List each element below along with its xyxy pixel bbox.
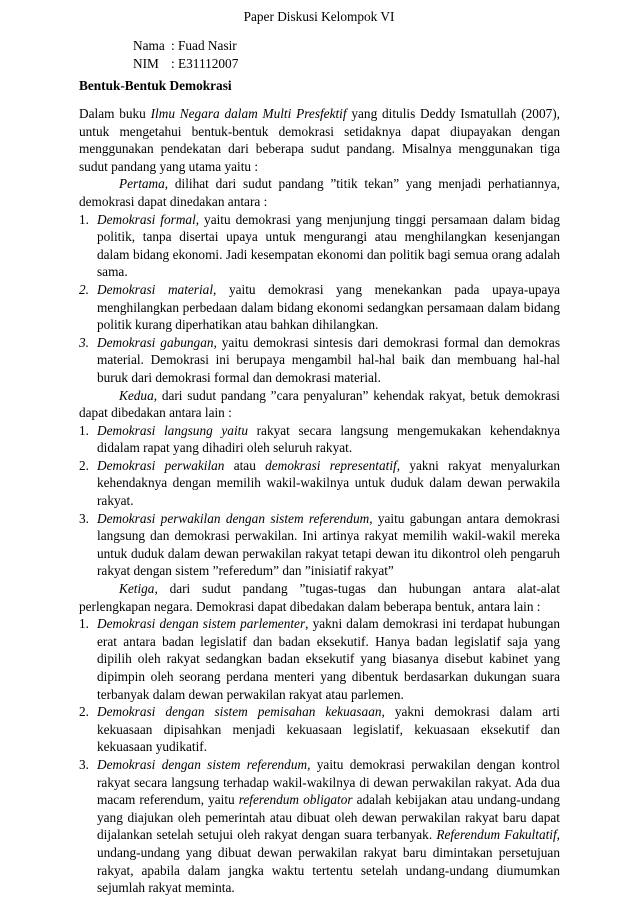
page-header: Paper Diskusi Kelompok VI: [243, 9, 395, 24]
section1-paragraph: Pertama, dilihat dari sudut pandang ”titik tekan” yang menjadi perhatiannya, demokrasi dapat dinedakan antara :: [79, 176, 560, 209]
intro-paragraph: Dalam buku Ilmu Negara dalam Multi Presfektif yang ditulis Deddy Ismatullah (2007), untuk mengetahui bentuk-bentuk demokrasi setidaknya dapat diupayakan dengan menggunakan pendekatan dari beberapa sudut pandang. Misalnya menggunakan tiga sudut pandang yang utama yaitu :: [79, 106, 560, 174]
document-body: [79, 105, 560, 897]
name-label: Nama: [133, 38, 165, 53]
book-title: Ilmu Negara dalam Multi Presfektif: [150, 106, 347, 121]
list-item: 1. Demokrasi langsung yaitu rakyat secara langsung mengemukakan kehendaknya didalam rapat yang dihadiri oleh seluruh rakyat.: [79, 422, 560, 456]
list-item: 1. Demokrasi formal, yaitu demokrasi yang menjunjung tinggi persamaan dalam bidag politik, tanpa disertai upaya untuk mengurangi atau menghilangkan kesenjangan dalam bidang ekonomi. Jadi kesempatan ekonomi dan politik bagi semua orang adalah sama.: [79, 211, 560, 280]
name-value: : Fuad Nasir: [171, 38, 237, 53]
nim-label: NIM: [133, 56, 159, 71]
list-item: 3. Demokrasi gabungan, yaitu demokrasi sintesis dari demokrasi formal dan demokras material. Demokrasi ini berupaya mengambil hal-hal baik dan membuang hal-hal buruk dari demokrasi formal dan demokrasi material.: [79, 334, 561, 385]
section1-list: [79, 211, 560, 387]
list-item: 2. Demokrasi dengan sistem pemisahan kekuasaan, yakni demokrasi dalam arti kekuasaan dipisahkan menjadi kekuasaan legislatif, kekuasaan eksekutif dan kekuasaan yudikatif.: [79, 704, 560, 755]
list-item: 2. Demokrasi material, yaitu demokrasi yang menekankan pada upaya-upaya menghilangkan perbedaan dalam bidang ekonomi sedangkan persamaan dalam bidang politik kurang diperhatikan atau bahkan dihilangkan.: [79, 281, 560, 333]
section3-paragraph: Ketiga, dari sudut pandang ”tugas-tugas dan hubungan antara alat-alat perlengkapan negara. Demokrasi dapat dibedakan dalam beberapa bentuk, antara lain :: [79, 581, 560, 614]
section2-paragraph: Kedua, dari sudut pandang ”cara penyaluran” kehendak rakyat, betuk demokrasi dapat dibedakan antara lain :: [79, 387, 560, 421]
list-item: 2. Demokrasi perwakilan atau demokrasi representatif, yakni rakyat menyalurkan kehendaknya dengan memilih wakil-wakilnya untuk duduk dalam dewan perwakila rakyat.: [79, 457, 561, 509]
document-title: Bentuk-Bentuk Demokrasi: [79, 78, 232, 93]
section3-list: [79, 615, 560, 897]
name-line: [133, 37, 237, 55]
list-item: 1. Demokrasi dengan sistem parlementer, yakni dalam demokrasi ini terdapat hubungan erat antara badan legislatif dan badan eksekutif. Hanya badan legislatif saja yang dipilih oleh rakyat sedangkan badan eksekutif yang biasanya disebut kabinet yang dipimpin oleh seorang perdana menteri yang dibentuk berdasarkan dukungan suara terbanyak dalam dewan perwakilan rakyat atau parlemen.: [79, 616, 560, 702]
list-item: 3. Demokrasi perwakilan dengan sistem referendum, yaitu gabungan antara demokrasi langsung dan demokrasi perwakilan. Ini artinya rakyat memilih wakil-wakil mereka untuk duduk dalam dewan perwakilan rakyat tetapi dewan itu dikontrol oleh pengaruh rakyat dengan sistem ”referedum” dan ”inisiatif rakyat”: [79, 510, 560, 579]
section2-list: [79, 422, 560, 580]
nim-line: [133, 55, 238, 73]
nim-value: : E31112007: [171, 56, 239, 71]
list-item: 3. Demokrasi dengan sistem referendum, yaitu demokrasi perwakilan dengan kontrol rakyat secara langsung terhadap wakil-wakilnya di dewan perwakilan rakyat. Ada dua macam referendum, yaitu referendum obligator adalah kebijakan atau undang-undang yang diajukan oleh pemerintah atau dibuat oleh dewan perwakilan rakyat baru dapat dijalankan setelah setujui oleh rakyat dengan suara terbanyak. Referendum Fakultatif, undang-undang yang dibuat dewan perwakilan rakyat baru dimintakan persetujuan rakyat, apabila dalam jangka waktu tertentu setelah undang-undang diumumkan sejumlah rakyat meminta.: [79, 756, 561, 896]
